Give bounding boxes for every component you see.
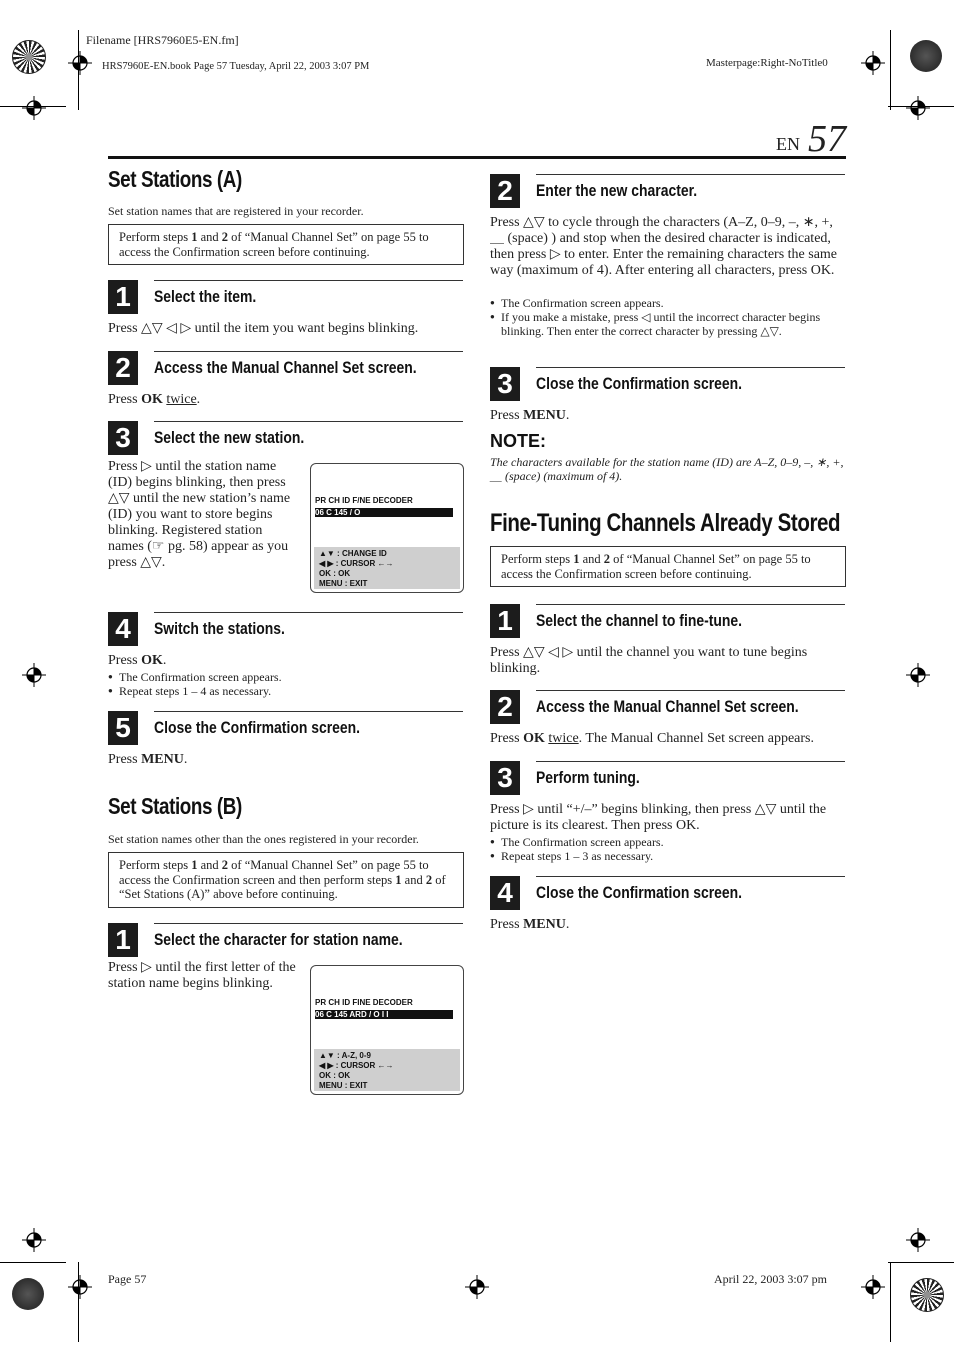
list-item: ● If you make a mistake, press ◁ until the incorrect character begins blinking. Then enter the correct character by pressing △▽. — [490, 310, 840, 338]
step-number: 5 — [108, 711, 138, 745]
registration-crosshair-icon — [906, 96, 930, 120]
step-number: 1 — [490, 604, 520, 638]
step-1 — [108, 280, 463, 320]
step-title: Select the character for station name. — [154, 930, 403, 949]
registration-disc-icon — [910, 1278, 944, 1312]
masterpage-label: Masterpage:Right-NoTitle0 — [706, 57, 828, 69]
step-3 — [490, 761, 845, 801]
page-number: 57 — [808, 118, 846, 160]
osd-screen — [310, 463, 464, 593]
step-body: Press △▽ ◁ ▷ until the item you want begins blinking. — [108, 321, 419, 336]
registration-disc-icon — [12, 40, 46, 74]
osd-screen — [310, 965, 464, 1095]
filename-label: Filename [HRS7960E5-EN.fm] — [86, 33, 239, 47]
registration-crosshair-icon — [68, 51, 92, 75]
step-body: Press MENU. — [490, 917, 570, 932]
osd-bar: 06 C 145 / O — [315, 508, 453, 517]
step-bullets — [108, 670, 463, 698]
step-body: Press MENU. — [490, 408, 570, 423]
page-header — [108, 120, 846, 159]
section-intro: Set station names other than the ones registered in your recorder. — [108, 832, 419, 846]
step-number: 2 — [490, 174, 520, 208]
section-title-fine-tuning: Fine-Tuning Channels Already Stored — [490, 509, 841, 537]
step-2 — [490, 690, 845, 730]
registration-crosshair-icon — [861, 1275, 885, 1299]
step-title: Close the Confirmation screen. — [536, 374, 743, 393]
step-1 — [490, 604, 845, 644]
step-title: Perform tuning. — [536, 768, 640, 787]
list-item: ● Repeat steps 1 – 4 as necessary. — [108, 684, 463, 698]
osd-header: PR CH ID FINE DECODER — [315, 998, 413, 1007]
step-body: Press △▽ to cycle through the characters (A–Z, 0–9, –, ∗, +, ＿ (space) ) and stop when the desired character is indicated, then press ▷ to enter. Enter the remaining characters the same way (maximum of 4). After entering all characters, press OK. — [490, 215, 838, 278]
list-item: ● The Confirmation screen appears. — [490, 296, 840, 310]
registration-crosshair-icon — [22, 663, 46, 687]
step-title: Select the item. — [154, 287, 257, 306]
step-body: Press MENU. — [108, 752, 188, 767]
step-title: Select the new station. — [154, 428, 305, 447]
step-number: 4 — [490, 876, 520, 910]
registration-crosshair-icon — [906, 1228, 930, 1252]
step-2 — [490, 174, 845, 214]
step-bullets — [490, 835, 845, 863]
list-item: ● Repeat steps 1 – 3 as necessary. — [490, 849, 845, 863]
step-title: Access the Manual Channel Set screen. — [536, 697, 799, 716]
note-body: The characters available for the station name (ID) are A–Z, 0–9, –, ∗, +, ＿ (space) (maximum of 4). — [490, 455, 844, 483]
step-number: 1 — [108, 923, 138, 957]
section-intro: Set station names that are registered in your recorder. — [108, 204, 364, 218]
registration-crosshair-icon — [861, 51, 885, 75]
footer-date: April 22, 2003 3:07 pm — [714, 1272, 827, 1286]
prerequisite-box: Perform steps 1 and 2 of “Manual Channel Set” on page 55 to access the Confirmation screen before continuing. — [490, 546, 846, 587]
crop-line — [890, 1262, 891, 1342]
step-body: Press OK twice. The Manual Channel Set screen appears. — [490, 731, 814, 746]
step-title: Close the Confirmation screen. — [154, 718, 361, 737]
crop-line — [78, 1262, 79, 1342]
list-item: ● The Confirmation screen appears. — [108, 670, 463, 684]
section-title-set-stations-a: Set Stations (A) — [108, 166, 242, 192]
step-body: Press △▽ ◁ ▷ until the channel you want to tune begins blinking. — [490, 645, 808, 676]
registration-crosshair-icon — [22, 1228, 46, 1252]
step-body: Press ▷ until the station name (ID) begins blinking, then press △▽ until the new station’s name (ID) you want to store begins blinking. Registered station names (☞ pg. 58) appear as you press △▽. — [108, 459, 291, 570]
step-3 — [490, 367, 845, 407]
step-number: 2 — [108, 351, 138, 385]
step-5 — [108, 711, 463, 751]
step-bullets — [490, 296, 840, 338]
step-4 — [108, 612, 463, 652]
list-item: ● The Confirmation screen appears. — [490, 835, 845, 849]
registration-crosshair-icon — [906, 663, 930, 687]
book-info-label: HRS7960E-EN.book Page 57 Tuesday, April 22, 2003 3:07 PM — [102, 61, 370, 72]
step-3 — [108, 421, 463, 461]
registration-disc-icon — [12, 1278, 44, 1310]
prerequisite-box: Perform steps 1 and 2 of “Manual Channel Set” on page 55 to access the Confirmation screen before continuing. — [108, 224, 464, 265]
note-title: NOTE: — [490, 431, 546, 451]
registration-crosshair-icon — [22, 96, 46, 120]
step-number: 3 — [490, 761, 520, 795]
step-title: Close the Confirmation screen. — [536, 883, 743, 902]
step-body: Press OK. — [108, 653, 167, 668]
osd-header: PR CH ID F/NE DECODER — [315, 496, 413, 505]
prerequisite-box: Perform steps 1 and 2 of “Manual Channel Set” on page 55 to access the Confirmation screen and then perform steps 1 and 2 of “Set Stations (A)” above before continuing. — [108, 852, 464, 908]
step-title: Enter the new character. — [536, 181, 698, 200]
language-label: EN — [776, 134, 800, 154]
step-number: 3 — [490, 367, 520, 401]
step-number: 2 — [490, 690, 520, 724]
step-title: Switch the stations. — [154, 619, 285, 638]
osd-bar: 06 C 145 ARD / O I I — [315, 1010, 453, 1019]
registration-disc-icon — [910, 40, 942, 72]
step-number: 3 — [108, 421, 138, 455]
step-number: 4 — [108, 612, 138, 646]
step-body: Press ▷ until the first letter of the station name begins blinking. — [108, 960, 296, 991]
step-title: Access the Manual Channel Set screen. — [154, 358, 417, 377]
section-title-set-stations-b: Set Stations (B) — [108, 793, 242, 819]
step-title: Select the channel to fine-tune. — [536, 611, 743, 630]
step-body: Press OK twice. — [108, 392, 201, 407]
registration-crosshair-icon — [465, 1275, 489, 1299]
osd-panel: ▲▼ : CHANGE ID ◀ ▶ : CURSOR ←→ OK : OK MENU : EXIT — [314, 547, 460, 589]
crop-line — [890, 30, 891, 110]
step-4 — [490, 876, 845, 916]
footer-page: Page 57 — [108, 1272, 147, 1286]
osd-panel: ▲▼ : A-Z, 0-9 ◀ ▶ : CURSOR ←→ OK : OK MENU : EXIT — [314, 1049, 460, 1091]
crop-line — [888, 1262, 954, 1263]
step-number: 1 — [108, 280, 138, 314]
step-2 — [108, 351, 463, 391]
step-1 — [108, 923, 463, 963]
registration-crosshair-icon — [68, 1275, 92, 1299]
crop-line — [0, 1262, 66, 1263]
step-body: Press ▷ until “+/–” begins blinking, then press △▽ until the picture is its clearest. Then press OK. — [490, 802, 827, 833]
